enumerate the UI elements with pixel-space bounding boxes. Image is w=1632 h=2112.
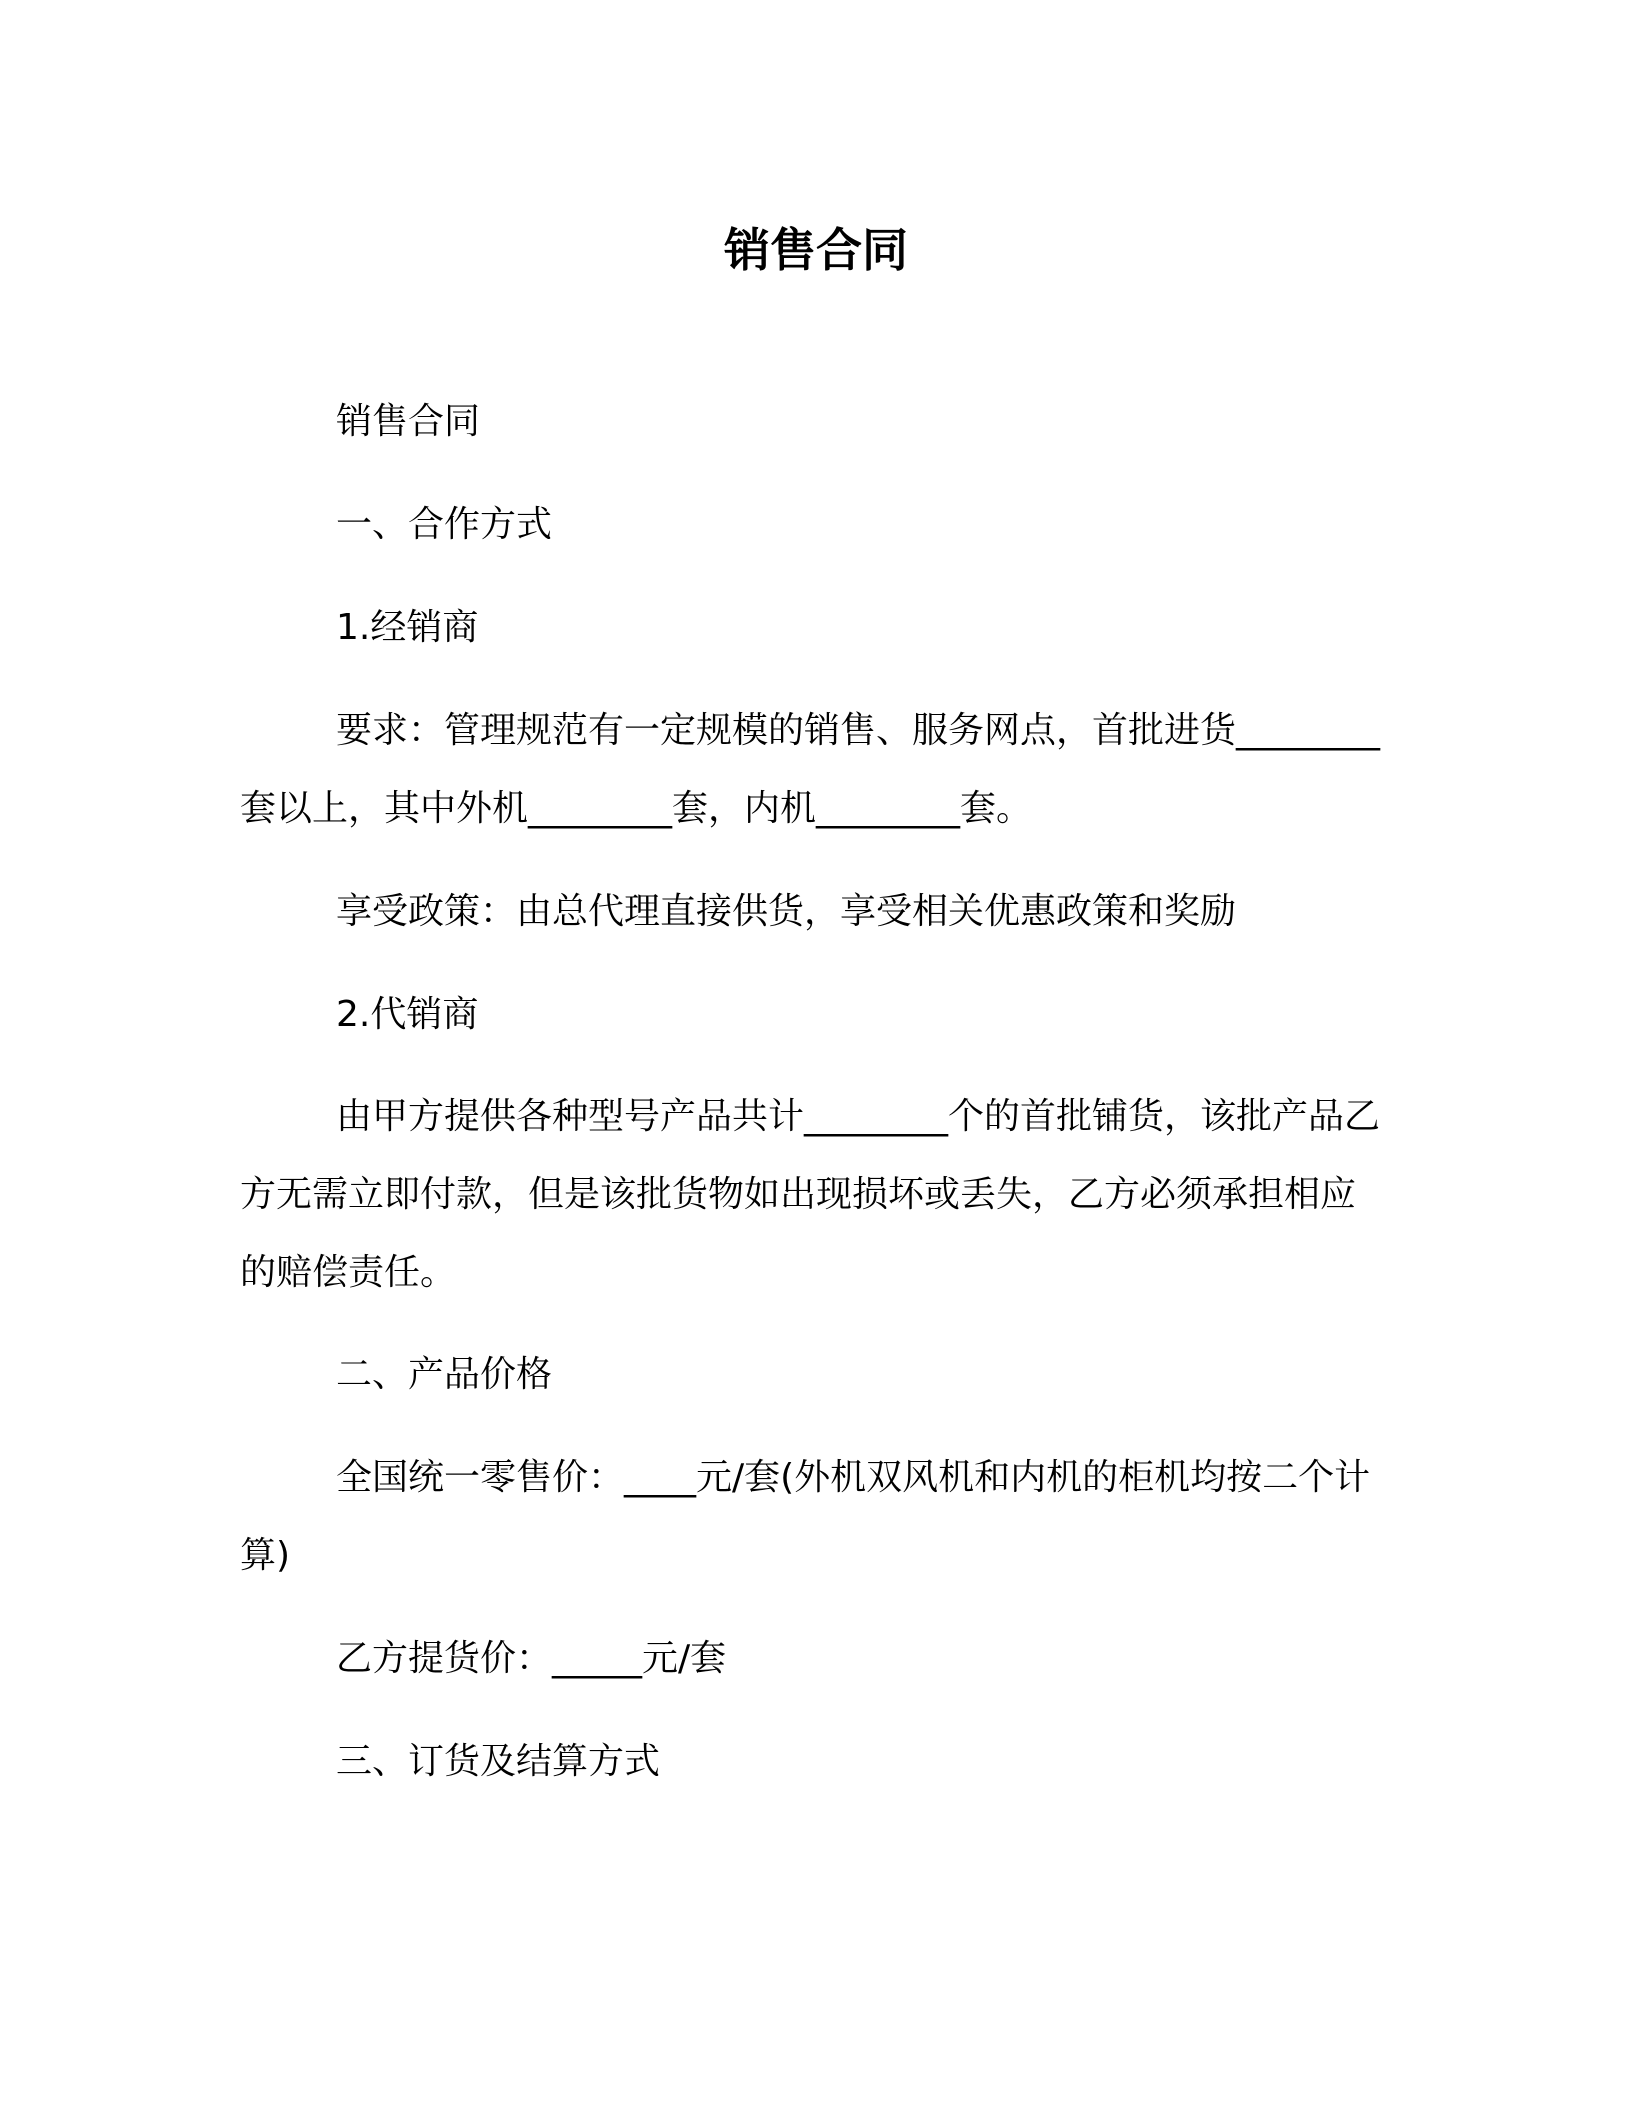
subheading-consignment: 2.代销商 <box>336 994 479 1035</box>
paragraph-requirements: 要求：管理规范有一定规模的销售、服务网点，首批进货________套以上，其中外机________套，内机________套。 <box>240 710 1381 829</box>
section-heading-price: 二、产品价格 <box>336 1354 553 1395</box>
document-title: 销售合同 <box>724 223 908 277</box>
paragraph-retail-price: 全国统一零售价：____元/套(外机双风机和内机的柜机均按二个计算) <box>240 1457 1371 1576</box>
subheading-distributor: 1.经销商 <box>336 607 479 648</box>
paragraph-pickup-price: 乙方提货价：_____元/套 <box>336 1638 727 1679</box>
section-heading-ordering: 三、订货及结算方式 <box>336 1741 661 1782</box>
paragraph-policy: 享受政策：由总代理直接供货，享受相关优惠政策和奖励 <box>336 891 1237 932</box>
section-heading-cooperation: 一、合作方式 <box>336 504 553 545</box>
paragraph-subtitle: 销售合同 <box>336 401 481 442</box>
paragraph-consignment-terms: 由甲方提供各种型号产品共计________个的首批铺货，该批产品乙方无需立即付款，但是该批货物如出现损坏或丢失，乙方必须承担相应的赔偿责任。 <box>240 1096 1381 1293</box>
